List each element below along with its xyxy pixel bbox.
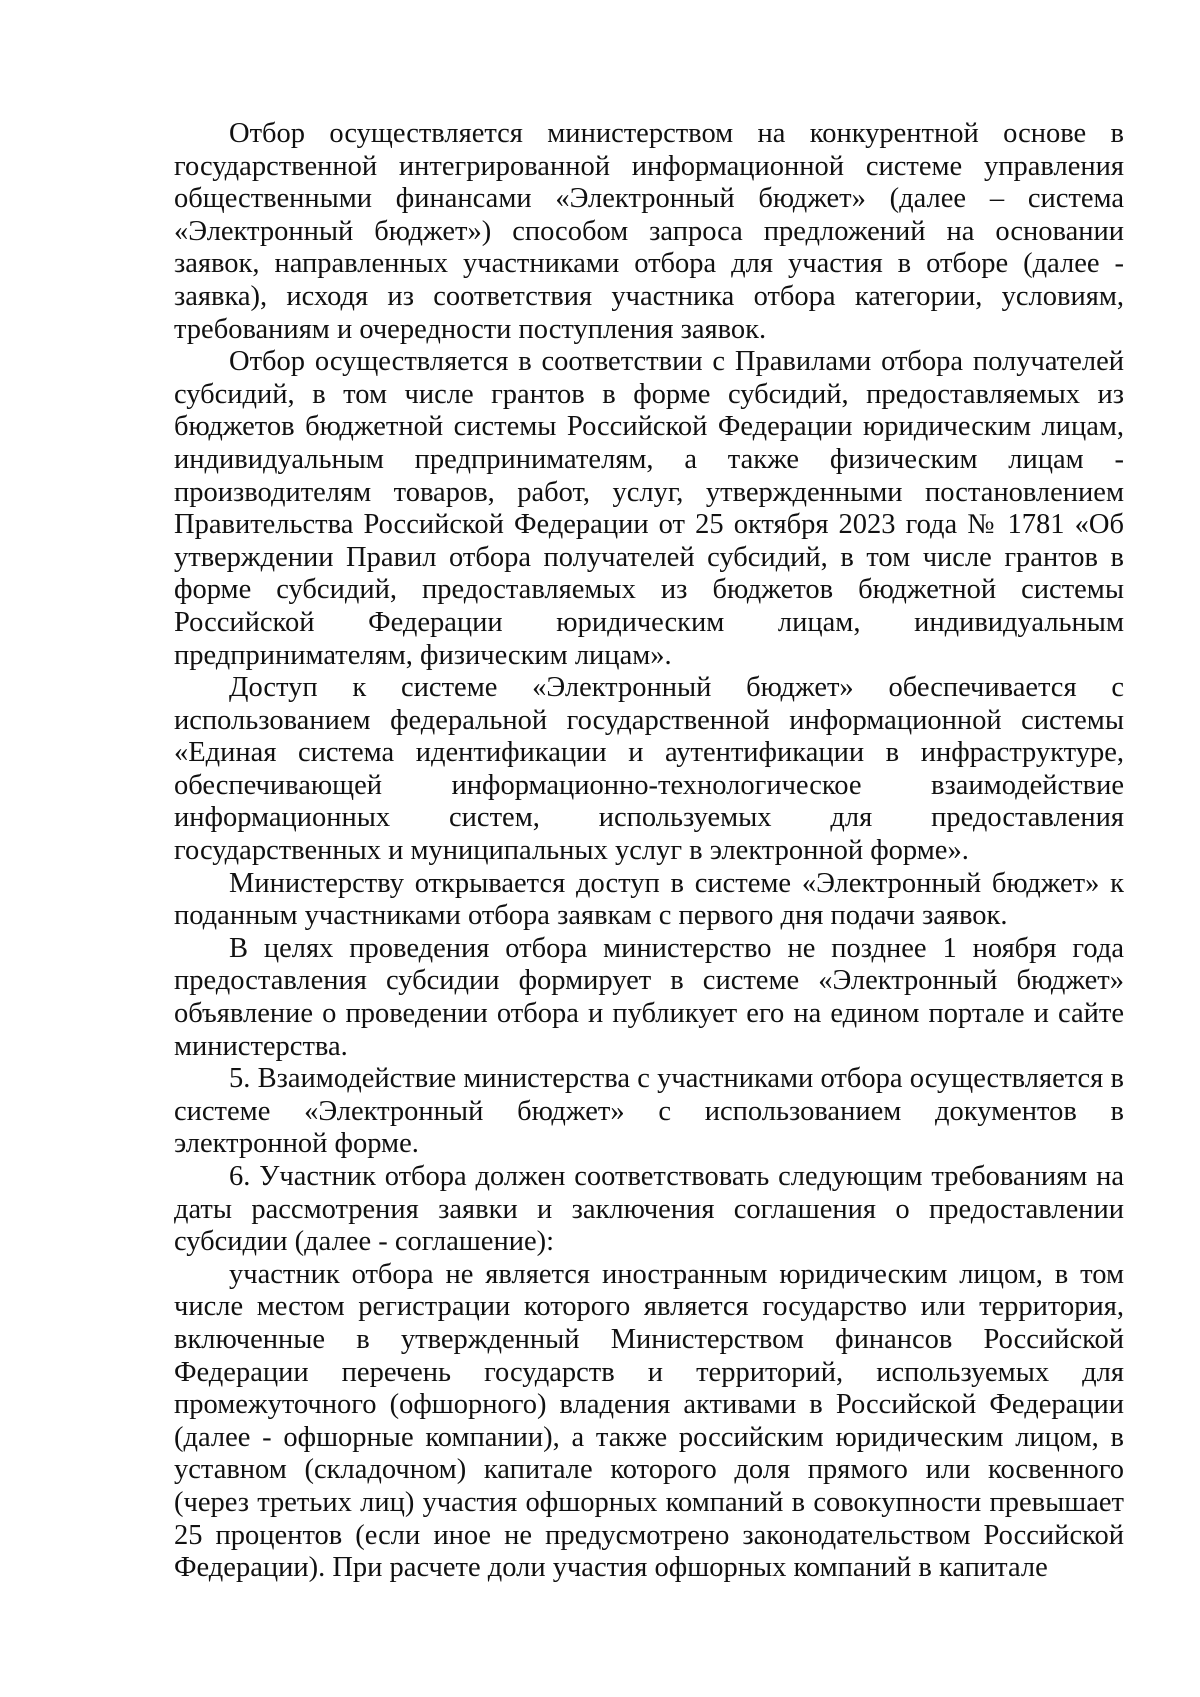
paragraph-item-6: 6. Участник отбора должен соответствовать следующим требованиям на даты рассмотрения заявки и заключения соглашения о предоставлении субсидии (далее - соглашение): (174, 1161, 1124, 1258)
paragraph-requirement-offshore: участник отбора не является иностранным юридическим лицом, в том числе местом регистрации которого является государство или территория, включенные в утвержденный Министерством финансов Российской Федерации перечень государств и территорий, используемых для промежуточного (офшорного) владения активами в Российской Федерации (далее - офшорные компании), а также российским юридическим лицом, в уставном (складочном) капитале которого доля прямого или косвенного (через третьих лиц) участия офшорных компаний в совокупности превышает 25 процентов (если иное не предусмотрено законодательством Российской Федерации). При расчете доли участия офшорных компаний в капитале (174, 1258, 1124, 1584)
paragraph-item-5: 5. Взаимодействие министерства с участниками отбора осуществляется в системе «Электронный бюджет» с использованием документов в электронной форме. (174, 1063, 1124, 1160)
paragraph-announcement: В целях проведения отбора министерство не позднее 1 ноября года предоставления субсидии формирует в системе «Электронный бюджет» объявление о проведении отбора и публикует его на едином портале и сайте министерства. (174, 932, 1124, 1062)
paragraph-system-access: Доступ к системе «Электронный бюджет» обеспечивается с использованием федеральной государственной информационной системы «Единая система идентификации и аутентификации в инфраструктуре, обеспечивающей информационно-технологическое взаимодействие информационных систем, используемых для предоставления государственных и муниципальных услуг в электронной форме». (174, 672, 1124, 867)
document-body (174, 118, 1124, 1585)
paragraph-selection-rules: Отбор осуществляется в соответствии с Правилами отбора получателей субсидий, в том числе грантов в форме субсидий, предоставляемых из бюджетов бюджетной системы Российской Федерации юридическим лицам, индивидуальным предпринимателям, а также физическим лицам - производителям товаров, работ, услуг, утвержденными постановлением Правительства Российской Федерации от 25 октября 2023 года № 1781 «Об утверждении Правил отбора получателей субсидий, в том числе грантов в форме субсидий, предоставляемых из бюджетов бюджетной системы Российской Федерации юридическим лицам, индивидуальным предпринимателям, физическим лицам». (174, 346, 1124, 671)
paragraph-ministry-access: Министерству открывается доступ в системе «Электронный бюджет» к поданным участниками отбора заявкам с первого дня подачи заявок. (174, 867, 1124, 932)
paragraph-selection-method: Отбор осуществляется министерством на конкурентной основе в государственной интегрированной информационной системе управления общественными финансами «Электронный бюджет» (далее – система «Электронный бюджет») способом запроса предложений на основании заявок, направленных участниками отбора для участия в отборе (далее - заявка), исходя из соответствия участника отбора категории, условиям, требованиям и очередности поступления заявок. (174, 118, 1124, 345)
